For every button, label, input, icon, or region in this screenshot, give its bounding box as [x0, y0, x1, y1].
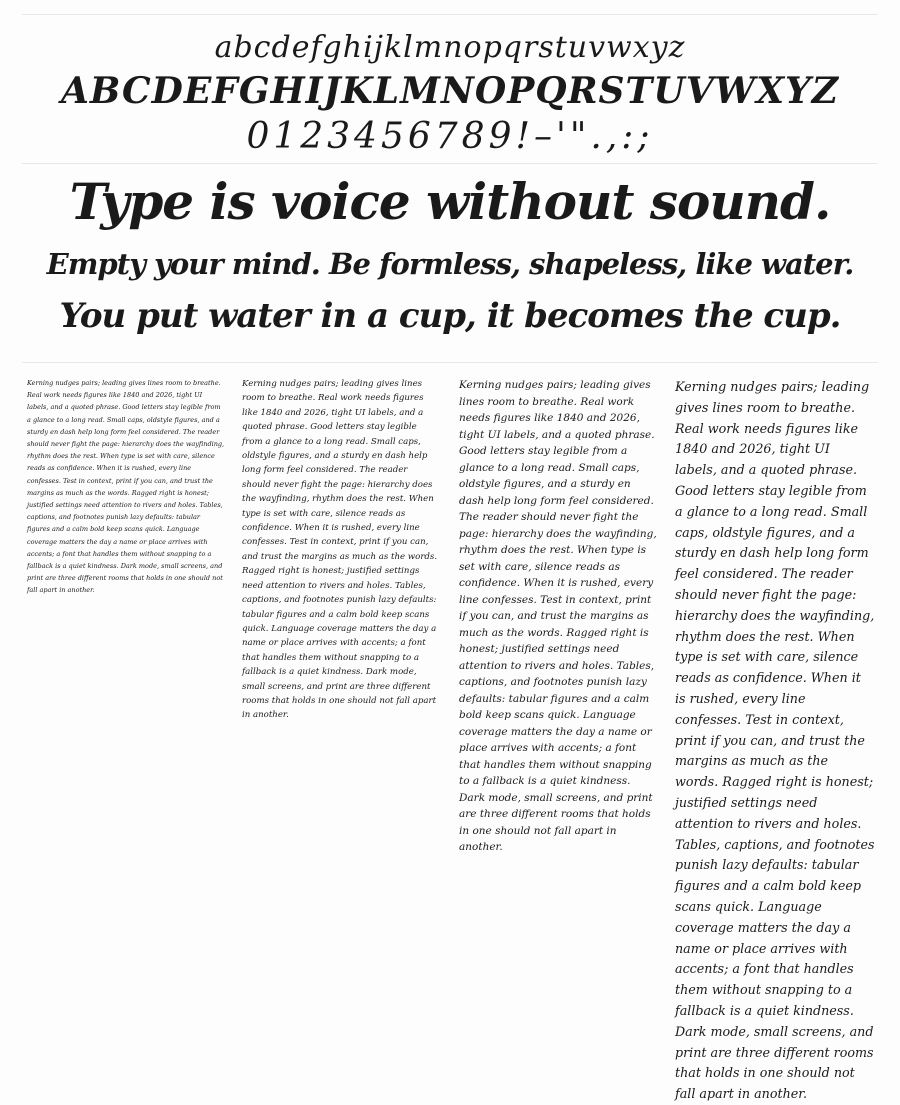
text-column-small: Kerning nudges pairs; leading gives lines room to breathe. Real work needs figures like 1840 and 2026, tight UI labels, and a quoted phrase. Good letters stay legible from a glance to a long read. Small caps, oldstyle figures, and a sturdy en dash help long form feel considered. The reader should never fight the page: hierarchy does the wayfinding, rhythm does the rest. When type is set with care, silence reads as confidence. When it is rushed, every line confesses. Test in context, print if you can, and trust the margins as much as the words. Ragged right is honest; justified settings need attention to rivers and holes. Tables, captions, and footnotes punish lazy defaults: tabular figures and a calm bold keep scans quick. Language coverage matters the day a name or place arrives with accents; a font that handles them without snapping to a fallback is a quiet kindness. Dark mode, small screens, and print are three different rooms that holds in one should not fall apart in another.	[242, 379, 438, 721]
text-column-smallest: Kerning nudges pairs; leading gives lines room to breathe. Real work needs figures like 1840 and 2026, tight UI labels, and a quoted phrase. Good letters stay legible from a glance to a long read. Small caps, oldstyle figures, and a sturdy en dash help long form feel considered. The reader should never fight the page: hierarchy does the wayfinding, rhythm does the rest. When type is set with care, silence reads as confidence. When it is rushed, every line confesses. Test in context, print if you can, and trust the margins as much as the words. Ragged right is honest; justified settings need attention to rivers and holes. Tables, captions, and footnotes punish lazy defaults: tabular figures and a calm bold keep scans quick. Language coverage matters the day a name or place arrives with accents; a font that handles them without snapping to a fallback is a quiet kindness. Dark mode, small screens, and print are three different rooms that holds in one should not fall apart in another.	[27, 379, 225, 595]
digits-and-punctuation: 0123456789!–'".,:;	[246, 116, 654, 157]
uppercase-alphabet: ABCDEFGHIJKLMNOPQRSTUVWXYZ	[60, 70, 840, 112]
lowercase-alphabet: abcdefghijklmnopqrstuvwxyz	[214, 30, 686, 65]
text-column-large: Kerning nudges pairs; leading gives lines room to breathe. Real work needs figures like 1840 and 2026, tight UI labels, and a quoted phrase. Good letters stay legible from a glance to a long read. Small caps, oldstyle figures, and a sturdy en dash help long form feel considered. The reader should never fight the page: hierarchy does the wayfinding, rhythm does the rest. When type is set with care, silence reads as confidence. When it is rushed, every line confesses. Test in context, print if you can, and trust the margins as much as the words. Ragged right is honest; justified settings need attention to rivers and holes. Tables, captions, and footnotes punish lazy defaults: tabular figures and a calm bold keep scans quick. Language coverage matters the day a name or place arrives with accents; a font that handles them without snapping to a fallback is a quiet kindness. Dark mode, small screens, and print are three different rooms that holds in one should not fall apart in another.	[675, 379, 875, 1102]
top-divider	[22, 14, 878, 15]
quote-line-2: You put water in a cup, it becomes the cup.	[59, 296, 841, 336]
quote-line-1: Empty your mind. Be formless, shapeless, like water.	[46, 247, 854, 281]
text-column-medium: Kerning nudges pairs; leading gives lines room to breathe. Real work needs figures like 1840 and 2026, tight UI labels, and a quoted phrase. Good letters stay legible from a glance to a long read. Small caps, oldstyle figures, and a sturdy en dash help long form feel considered. The reader should never fight the page: hierarchy does the wayfinding, rhythm does the rest. When type is set with care, silence reads as confidence. When it is rushed, every line confesses. Test in context, print if you can, and trust the margins as much as the words. Ragged right is honest; justified settings need attention to rivers and holes. Tables, captions, and footnotes punish lazy defaults: tabular figures and a calm bold keep scans quick. Language coverage matters the day a name or place arrives with accents; a font that handles them without snapping to a fallback is a quiet kindness. Dark mode, small screens, and print are three different rooms that holds in one should not fall apart in another.	[459, 379, 657, 853]
headline-divider	[22, 362, 878, 363]
charset-divider	[22, 163, 878, 164]
headline-sample: Type is voice without sound.	[69, 172, 831, 231]
